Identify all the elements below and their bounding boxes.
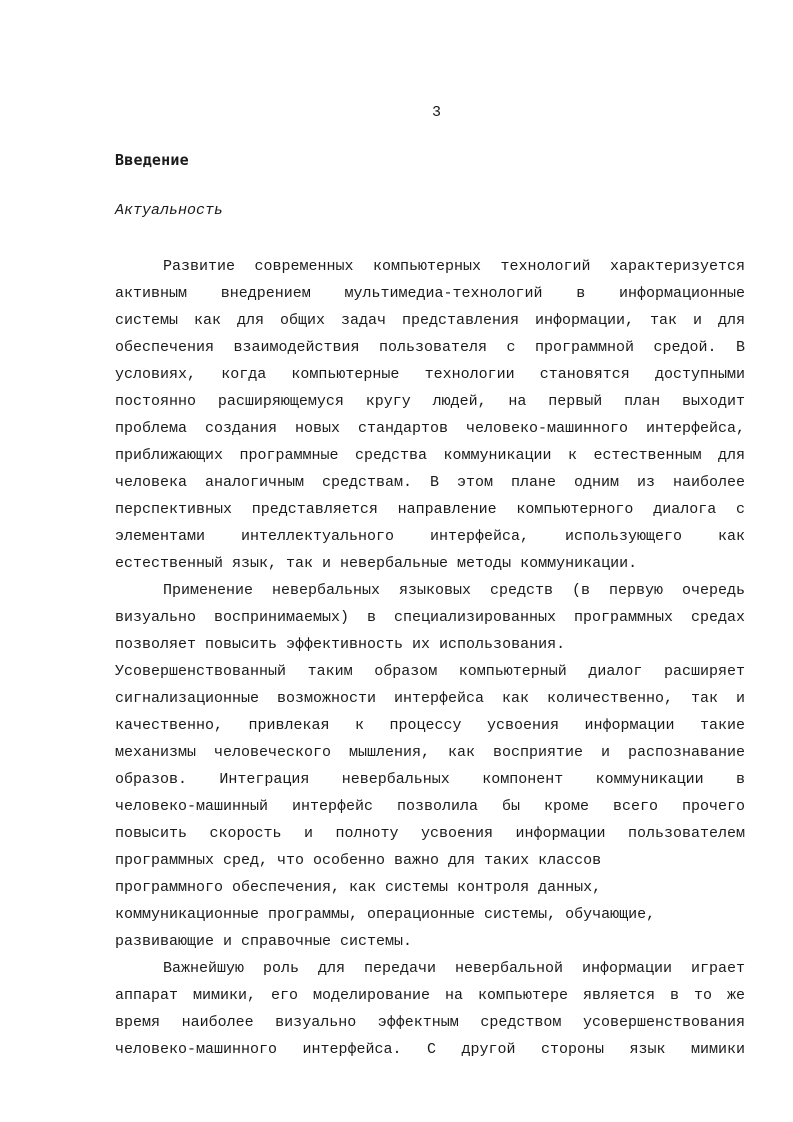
text-line: условиях, когда компьютерные технологии становятся доступными (115, 366, 745, 383)
text-line: приближающих программные средства коммуникации к естественным для (115, 447, 745, 464)
text-line: программных сред, что особенно важно для таких классов (115, 852, 602, 869)
text-line: механизмы человеческого мышления, как восприятие и распознавание (115, 744, 745, 761)
text-line: образов. Интеграция невербальных компонент коммуникации в (115, 771, 745, 788)
section-heading: Введение (115, 151, 189, 169)
body-text (115, 253, 745, 1063)
text-line: активным внедрением мультимедиа-технологий в информационные (115, 285, 745, 302)
paragraph (115, 253, 745, 577)
text-line: элементами интеллектуального интерфейса, использующего как (115, 528, 745, 545)
text-line: обеспечения взаимодействия пользователя с программной средой. В (115, 339, 745, 356)
text-line: постоянно расширяющемуся кругу людей, на первый план выходит (115, 393, 745, 410)
text-line: визуально воспринимаемых) в специализированных программных средах (115, 609, 745, 626)
text-line: Усовершенствованный таким образом компьютерный диалог расширяет (115, 663, 745, 680)
text-line: коммуникационные программы, операционные системы, обучающие, (115, 906, 656, 923)
text-line: Развитие современных компьютерных технологий характеризуется (163, 258, 745, 275)
text-line: позволяет повысить эффективность их использования. (115, 636, 566, 653)
paragraph (115, 955, 745, 1063)
text-line: качественно, привлекая к процессу усвоения информации такие (115, 717, 745, 734)
text-line: время наиболее визуально эффектным средством усовершенствования (115, 1014, 745, 1031)
paragraph (115, 577, 745, 955)
text-line: человеко-машинный интерфейс позволила бы кроме всего прочего (115, 798, 745, 815)
text-line: Применение невербальных языковых средств (в первую очередь (163, 582, 745, 599)
text-line: проблема создания новых стандартов человеко-машинного интерфейса, (115, 420, 745, 437)
text-line: системы как для общих задач представления информации, так и для (115, 312, 745, 329)
text-line: программного обеспечения, как системы контроля данных, (115, 879, 602, 896)
text-line: естественный язык, так и невербальные методы коммуникации. (115, 555, 638, 572)
text-line: повысить скорость и полноту усвоения информации пользователем (115, 825, 745, 842)
text-line: Важнейшую роль для передачи невербальной информации играет (163, 960, 745, 977)
text-line: развивающие и справочные системы. (115, 933, 413, 950)
text-line: человека аналогичным средствам. В этом плане одним из наиболее (115, 474, 745, 491)
text-line: перспективных представляется направление компьютерного диалога с (115, 501, 745, 518)
section-subheading: Актуальность (115, 202, 224, 219)
text-line: аппарат мимики, его моделирование на компьютере является в то же (115, 987, 745, 1004)
page-number: 3 (431, 104, 441, 121)
text-line: сигнализационные возможности интерфейса как количественно, так и (115, 690, 745, 707)
text-line: человеко-машинного интерфейса. С другой стороны язык мимики (115, 1041, 745, 1058)
